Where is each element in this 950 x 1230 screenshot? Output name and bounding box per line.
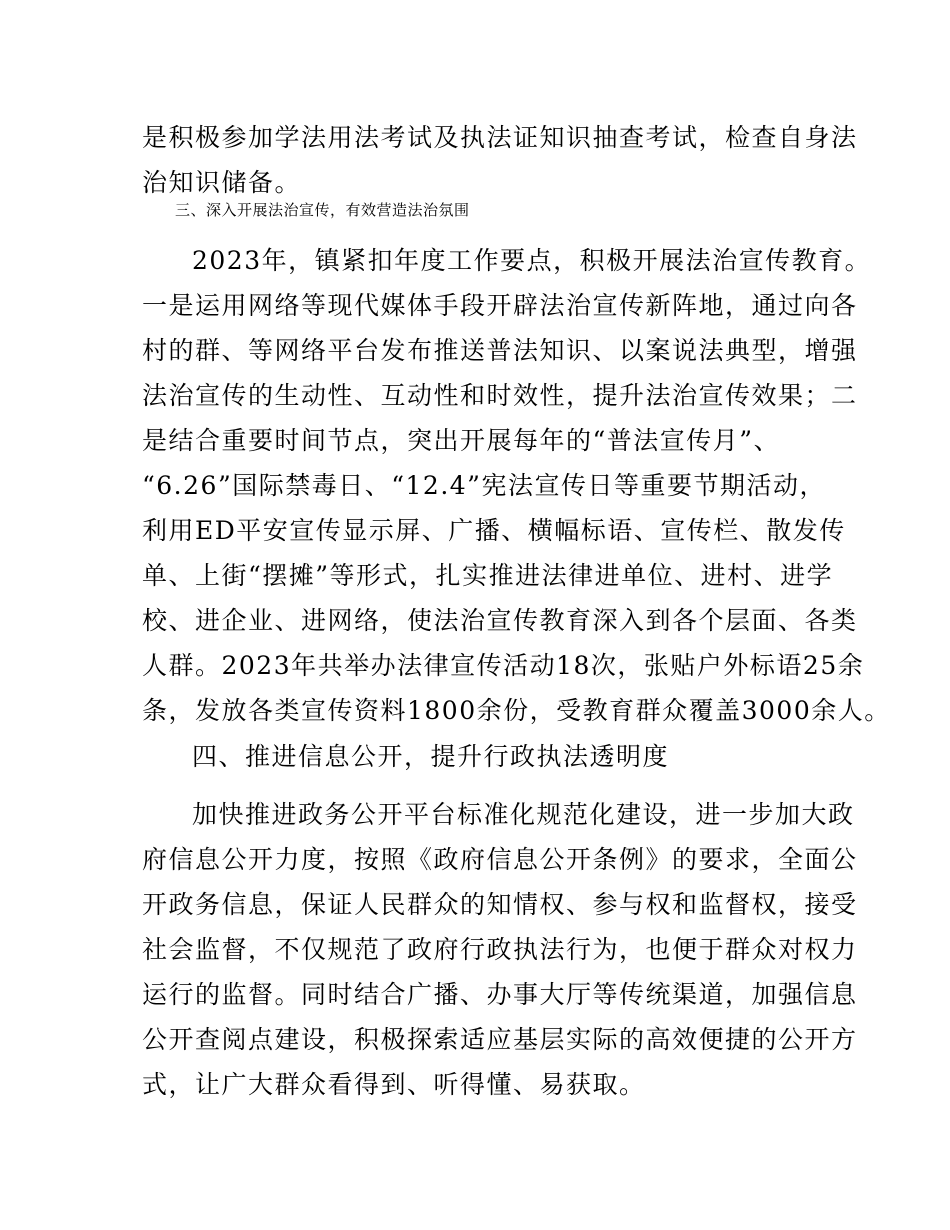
paragraph-line: “6.26”国际禁毒日、“12.4”宪法宣传日等重要节期活动， [142, 471, 826, 500]
paragraph-line: 开政务信息，保证人民群众的知情权、参与权和监督权，接受 [142, 890, 858, 919]
paragraph-line: 治知识储备。 [142, 168, 302, 197]
paragraph-line: 是结合重要时间节点，突出开展每年的“普法宣传月”、 [142, 426, 781, 455]
paragraph-line: 社会监督，不仅规范了政府行政执法行为，也便于群众对权力 [142, 935, 858, 964]
paragraph-line: 条，发放各类宣传资料1800余份，受教育群众覆盖3000余人。 [142, 696, 891, 725]
paragraph-line: 人群。2023年共举办法律宣传活动18次，张贴户外标语25余 [142, 651, 865, 680]
paragraph-line: 校、进企业、进网络，使法治宣传教育深入到各个层面、各类 [142, 606, 858, 635]
section-heading-3: 三、深入开展法治宣传，有效营造法治氛围 [175, 201, 470, 219]
paragraph-line: 加快推进政务公开平台标准化规范化建设，进一步加大政 [192, 800, 855, 829]
paragraph-line: 单、上街“摆摊”等形式，扎实推进法律进单位、进村、进学 [142, 561, 834, 590]
paragraph-line: 式，让广大群众看得到、听得懂、易获取。 [142, 1070, 646, 1099]
paragraph-line: 府信息公开力度，按照《政府信息公开条例》的要求，全面公 [142, 845, 858, 874]
paragraph-line: 村的群、等网络平台发布推送普法知识、以案说法典型，增强 [142, 336, 858, 365]
section-heading-4: 四、推进信息公开，提升行政执法透明度 [192, 742, 670, 771]
paragraph-line: 公开查阅点建设，积极探索适应基层实际的高效便捷的公开方 [142, 1025, 858, 1054]
paragraph-line: 利用ED平安宣传显示屏、广播、横幅标语、宣传栏、散发传 [142, 516, 846, 545]
paragraph-line: 是积极参加学法用法考试及执法证知识抽查考试，检查自身法 [142, 123, 858, 152]
paragraph-line: 一是运用网络等现代媒体手段开辟法治宣传新阵地，通过向各 [142, 291, 858, 320]
paragraph-line: 法治宣传的生动性、互动性和时效性，提升法治宣传效果；二 [142, 381, 858, 410]
paragraph-line: 运行的监督。同时结合广播、办事大厅等传统渠道，加强信息 [142, 980, 858, 1009]
paragraph-line: 2023年，镇紧扣年度工作要点，积极开展法治宣传教育。 [192, 246, 872, 275]
